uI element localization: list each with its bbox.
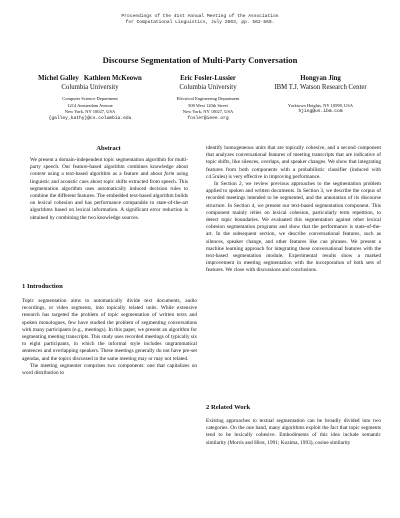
abstract-text-part-2: using a text-based algorithm as a feature and about: [45, 171, 165, 178]
author-names: Eric Fosler-Lussier: [180, 75, 236, 82]
right-column-text: [206, 145, 381, 275]
author-department: Electrical Engineering Department: [176, 96, 240, 101]
proceedings-line-2: for Computational Linguistics, July 2003, pp. 562-569.: [125, 20, 275, 26]
abstract-heading: Abstract: [96, 145, 121, 152]
author-affiliation: Columbia University: [61, 83, 119, 91]
author-address-2: New York, NY 10027, USA: [64, 109, 116, 115]
related-work-text: [206, 418, 381, 447]
author-address-1: 1214 Amsterdam Avenue: [67, 102, 113, 108]
author-email: fosler@ieee.org: [187, 115, 229, 121]
introduction-text: [22, 298, 197, 377]
abstract-body: [30, 157, 188, 222]
section-heading-introduction: 1 Introduction: [22, 283, 63, 290]
abstract-emphasis-content: content: [30, 171, 46, 178]
author-block: [0, 75, 400, 135]
paper-title: Discourse Segmentation of Multi-Party Conversation: [102, 55, 298, 65]
author-address-1: Yorktown Heights, NY 10598, USA: [287, 102, 354, 108]
author-address-2: New York, NY 10027, USA: [182, 109, 234, 115]
author-affiliation: Columbia University: [179, 83, 237, 91]
abstract-text-part-1: We present a domain-independent topic segmentation algorithm for multi-party speech. Our feature-based algorithm combines knowledge about: [30, 157, 188, 171]
author-group-3: [258, 75, 383, 116]
paragraph: In Section 2, we review previous approaches to the segmentation problem applied to spoken and written documents. In Section 3, we describe the corpus of recorded meetings intended to be segmented, and the annotation of its discourse structure. In Section 4, we present our text-based segmentation component. This component mainly relies on lexical cohesion, particularly term repetition, to detect topic boundaries. We evaluated this segmentation against other lexical cohesion segmentation programs and show that the performance is state-of-the-art. In the subsequent section, we describe conversational features, such as silences, speaker change, and other features like cue phrases. We present a machine learning approach for integrating these conversational features with the text-based segmentation module. Experimental results show a marked improvement in meeting segmentation with the incorporation of both sets of features. We close with discussions and conclusions.: [206, 181, 381, 274]
author-email: hjing@us.ibm.com: [298, 109, 343, 115]
author-address-1: 500 West 120th Street: [188, 102, 228, 108]
author-group-1: [20, 75, 160, 122]
author-names: Hongyan Jing: [300, 75, 341, 82]
author-email: {galley,kathy}@cs.columbia.edu: [48, 115, 132, 121]
paragraph: The meeting segmenter comprises two components: one that capitalizes on word distribution to: [22, 362, 197, 377]
abstract-text-part-3: using linguistic and acoustic cues about topic shifts extracted from speech. This segmentation algorithm uses automatically induced decision rules to combine the different features. The embedded text-based algorithm builds on lexical cohesion and has performance comparable to state-of-the-art algorithms based on lexical information. A significant error reduction is obtained by combining the two knowledge sources.: [30, 171, 188, 221]
proceedings-header: [0, 14, 400, 26]
paragraph: identify homogeneous units that are topically cohesive, and a second component that analyzes conversational features of meeting transcripts that are indicative of topic shifts, like silences, overlaps, and speaker changes. We show that integrating features from both components with a probabilistic classifier (induced with c4.5rules) is very effective in improving performance.: [206, 145, 381, 180]
paragraph: Existing approaches to textual segmentation can be broadly divided into two categories. On the one hand, many algorithms exploit the fact that topic segments tend to be lexically cohesive. Embodiments of this idea include semantic similarity (Morris and Hirst, 1991; Kozima, 1993), cosine similarity: [206, 418, 381, 446]
author-names: Michel Galley Kathleen McKeown: [38, 75, 142, 82]
abstract-emphasis-form: form: [164, 171, 175, 178]
proceedings-line-1: Proceedings of the 41st Annual Meeting of the Association: [121, 14, 279, 19]
paragraph: Topic segmentation aims to automatically divide text documents, audio recordings, or video segments, into topically related units. While extensive research has targeted the problem of topic segmentation of written texts and spoken monologues, few have studied the problem of segmenting conversations with many participants (e.g., meetings). In this paper, we present an algorithm for segmenting meeting transcripts. This study uses recorded meetings of typically six to eight participants, in which the informal style includes ungrammatical sentences and overlapping speakers. These meetings generally do not have pre-set agendas, and the topics discussed in the same meeting may or may not related.: [22, 298, 197, 362]
author-department: Computer Science Department: [62, 96, 118, 101]
author-affiliation: IBM T.J. Watson Research Center: [274, 83, 367, 91]
section-heading-related-work: 2 Related Work: [206, 404, 251, 411]
author-group-2: [158, 75, 258, 122]
